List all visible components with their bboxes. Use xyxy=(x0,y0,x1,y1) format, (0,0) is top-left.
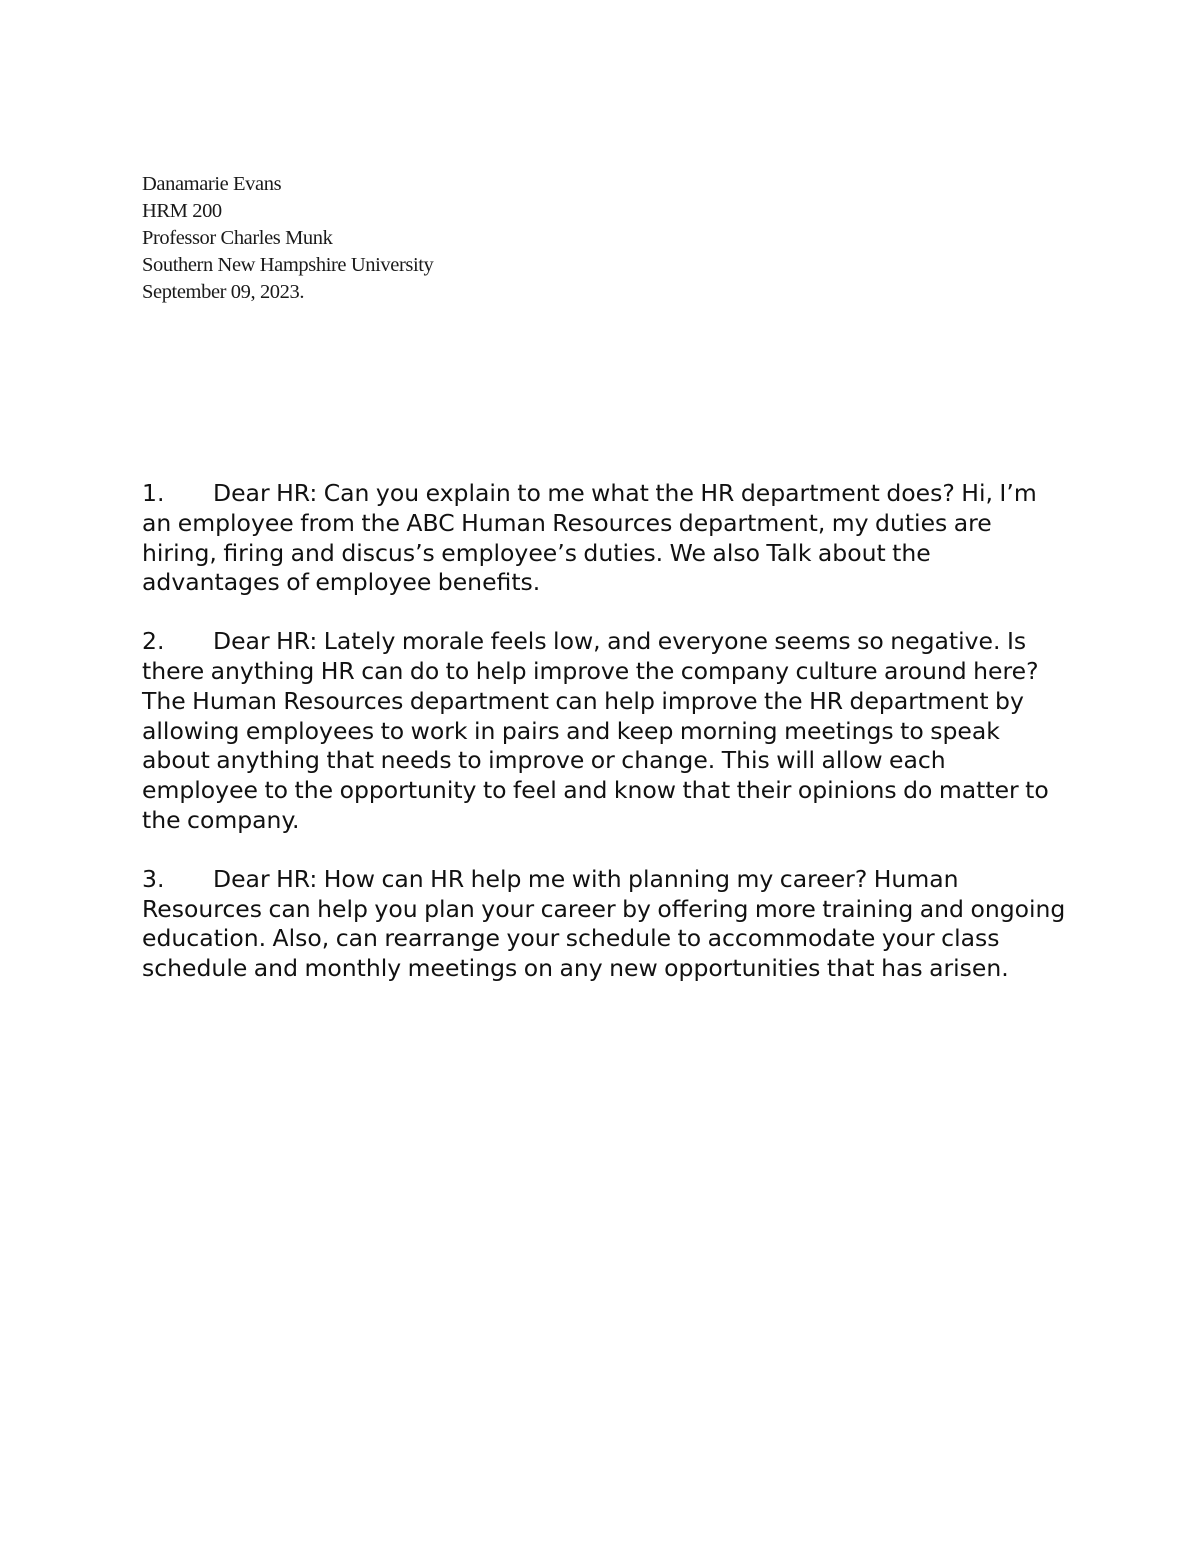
author-name: Danamarie Evans xyxy=(142,173,282,195)
document-date: September 09, 2023. xyxy=(142,281,305,303)
question-number: 2. xyxy=(142,627,165,656)
question-item xyxy=(142,627,1067,836)
question-list xyxy=(142,479,1067,1013)
question-item xyxy=(142,865,1067,984)
question-text: Dear HR: Lately morale feels low, and everyone seems so negative. Is there anything HR can do to help improve the company culture around here? The Human Resources department can help improve the HR department by allowing employees to work in pairs and keep morning meetings to speak about anything that needs to improve or change. This will allow each employee to the opportunity to feel and know that their opinions do matter to the company. xyxy=(142,627,1049,834)
professor-name: Professor Charles Munk xyxy=(142,227,333,249)
question-text: Dear HR: Can you explain to me what the HR department does? Hi, I’m an employee from the ABC Human Resources department, my duties are hiring, firing and discus’s employee’s duties. We also Talk about the advantages of employee benefits. xyxy=(142,479,1037,597)
question-number: 3. xyxy=(142,864,165,893)
question-item xyxy=(142,479,1067,598)
document-header xyxy=(142,171,842,306)
question-text: Dear HR: How can HR help me with planning my career? Human Resources can help you plan your career by offering more training and ongoing education. Also, can rearrange your schedule to accommodate your class schedule and monthly meetings on any new opportunities that has arisen. xyxy=(142,864,1066,983)
course-code: HRM 200 xyxy=(142,200,222,222)
university-name: Southern New Hampshire University xyxy=(142,254,434,276)
question-number: 1. xyxy=(142,479,165,507)
